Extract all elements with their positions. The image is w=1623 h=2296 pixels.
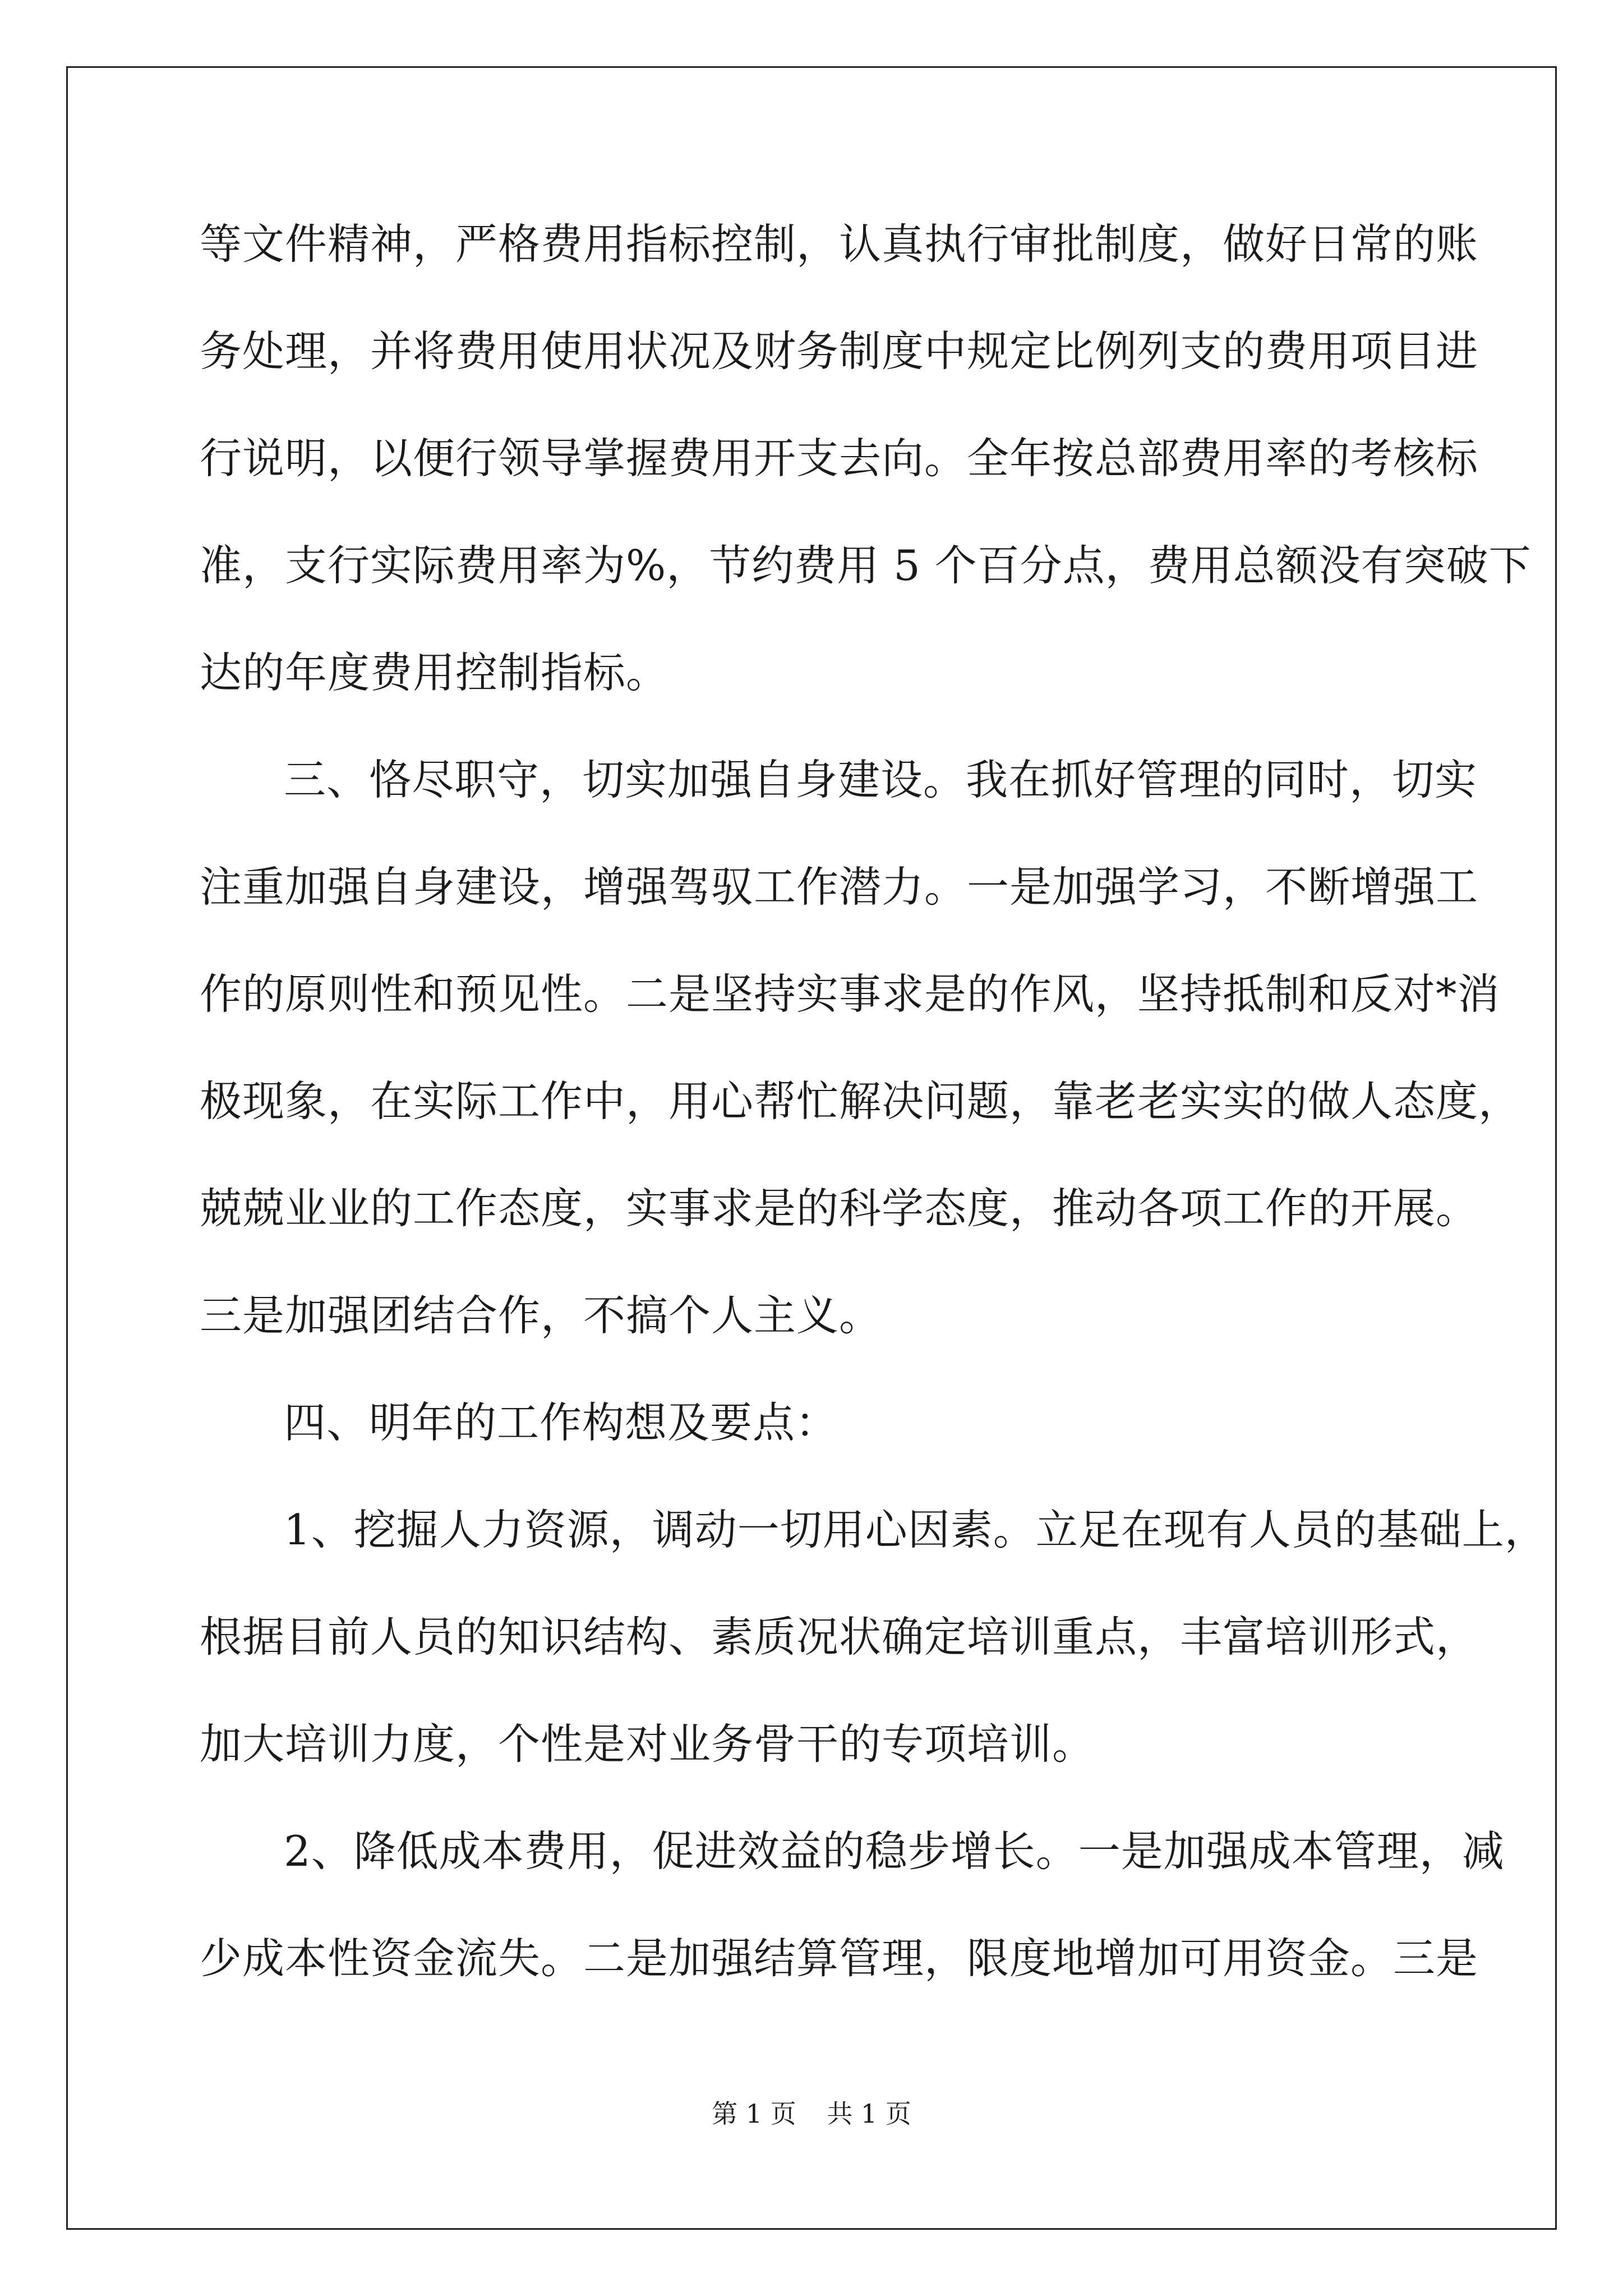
paragraph-start-line: 1、挖掘人力资源，调动一切用心因素。立足在现有人员的基础上， [284, 1505, 1547, 1554]
page-border [66, 66, 1557, 2230]
paragraph-start-line: 三、恪尽职守，切实加强自身建设。我在抓好管理的同时，切实 [284, 755, 1478, 804]
text-line: 极现象，在实际工作中，用心帮忙解决问题，靠老老实实的做人态度， [200, 1076, 1521, 1126]
page-footer [0, 2097, 1623, 2131]
paragraph-start-line: 2、降低成本费用，促进效益的稳步增长。一是加强成本管理，减 [284, 1826, 1505, 1876]
text-line: 注重加强自身建设，增强驾驭工作潜力。一是加强学习，不断增强工 [200, 862, 1479, 912]
text-line: 等文件精神，严格费用指标控制，认真执行审批制度，做好日常的账 [200, 219, 1479, 269]
text-line: 准，支行实际费用率为%，节约费用 5 个百分点，费用总额没有突破下 [200, 541, 1532, 590]
section-heading: 四、明年的工作构想及要点： [284, 1398, 838, 1447]
page-total: 共 1 页 [827, 2099, 911, 2129]
text-line: 兢兢业业的工作态度，实事求是的科学态度，推动各项工作的开展。 [200, 1184, 1479, 1233]
text-line: 加大培训力度，个性是对业务骨干的专项培训。 [200, 1719, 1095, 1769]
text-line: 少成本性资金流失。二是加强结算管理，限度地增加可用资金。三是 [200, 1934, 1479, 1983]
text-line: 三是加强团结合作，不搞个人主义。 [200, 1291, 882, 1340]
text-line: 作的原则性和预见性。二是坚持实事求是的作风，坚持抵制和反对*消 [200, 969, 1500, 1019]
text-line: 达的年度费用控制指标。 [200, 648, 669, 697]
page-number: 第 1 页 [712, 2099, 796, 2129]
text-line: 行说明，以便行领导掌握费用开支去向。全年按总部费用率的考核标 [200, 434, 1479, 483]
text-line: 根据目前人员的知识结构、素质况状确定培训重点，丰富培训形式， [200, 1612, 1479, 1662]
text-line: 务处理，并将费用使用状况及财务制度中规定比例列支的费用项目进 [200, 326, 1479, 376]
